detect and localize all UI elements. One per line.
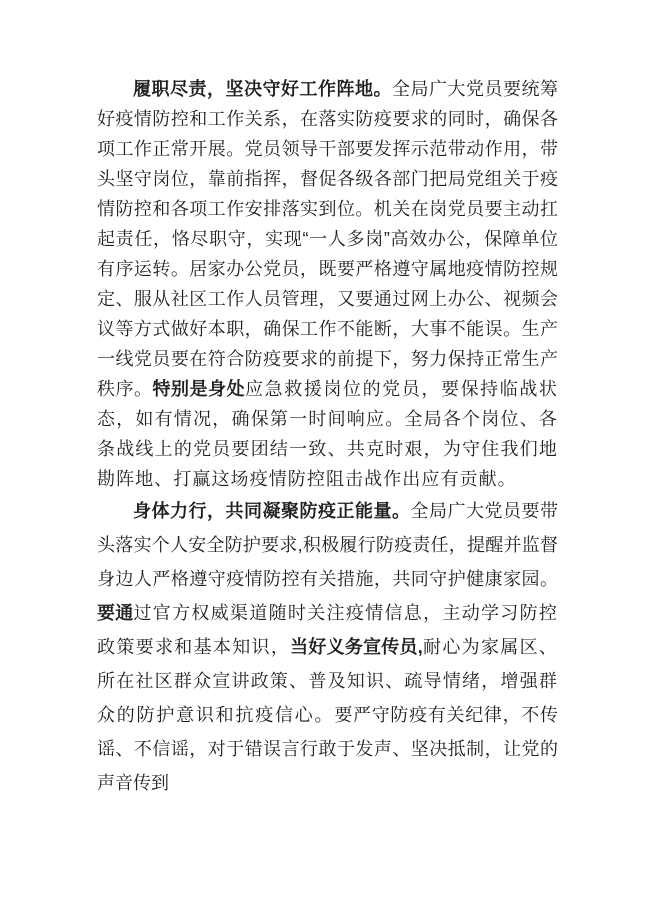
- text-run: 耐心为家属区、所在社区群众宣讲政策、普及知识、疏导情绪，增强群众的防护意识和抗疫信心。: [97, 637, 558, 725]
- paragraph-positive-energy: [97, 494, 558, 800]
- text-run: 要严守防疫有关纪律，不传谣、不信谣，对于错误言行敢于发声、坚决抵制，让党的声音传到: [97, 705, 558, 793]
- text-run: 全局广大党员要带头落实个人安全防护要求,积极履行防疫责任，提醒并监督身边人严格遵守疫情防控有关措施，共同守护健康家园。: [97, 501, 558, 589]
- text-run: 特别是身处: [152, 379, 246, 399]
- document-body: [97, 74, 558, 800]
- text-run: 过官方权威渠道随时关注疫情信息，主动学习防控政策要求和基本知识，: [97, 603, 559, 657]
- text-run: 身体力行，共同凝聚防疫正能量。: [133, 501, 411, 521]
- text-run: 要通: [97, 603, 134, 623]
- text-run: 履职尽责，坚决守好工作阵地。: [133, 79, 392, 99]
- text-run: 当好义务宣传员,: [290, 637, 423, 657]
- text-run: 全局广大党员要统筹好疫情防控和工作关系，在落实防疫要求的同时，确保各项工作正常开展。党员领导干部要发挥示范带动作用，带头坚守岗位，靠前指挥，督促各级各部门把局党组关于疫情防控和各项工作安排落实到位。机关在岗党员要主动扛起责任，恪尽职守，实现“一人多岗”高效办公，保障单位有序运转。居家办公党员，既要严格遵守属地疫情防控规定、服从社区工作人员管理，又要通过网上办公、视频会议等方式做好本职，确保工作不能断，大事不能误。生产一线党员要在符合防疫要求的前提下，努力保持正常生产秩序。: [97, 79, 558, 399]
- text-run: 应急救援岗位的党员，要保持临战状态，如有情况，确保第一时间响应。全局各个岗位、各条战线上的党员要团结一致、共克时艰，为守住我们地勘阵地、打赢这场疫情防控阻击战作出应有贡献。: [97, 379, 559, 489]
- paragraph-duty-hold-post: [97, 74, 558, 494]
